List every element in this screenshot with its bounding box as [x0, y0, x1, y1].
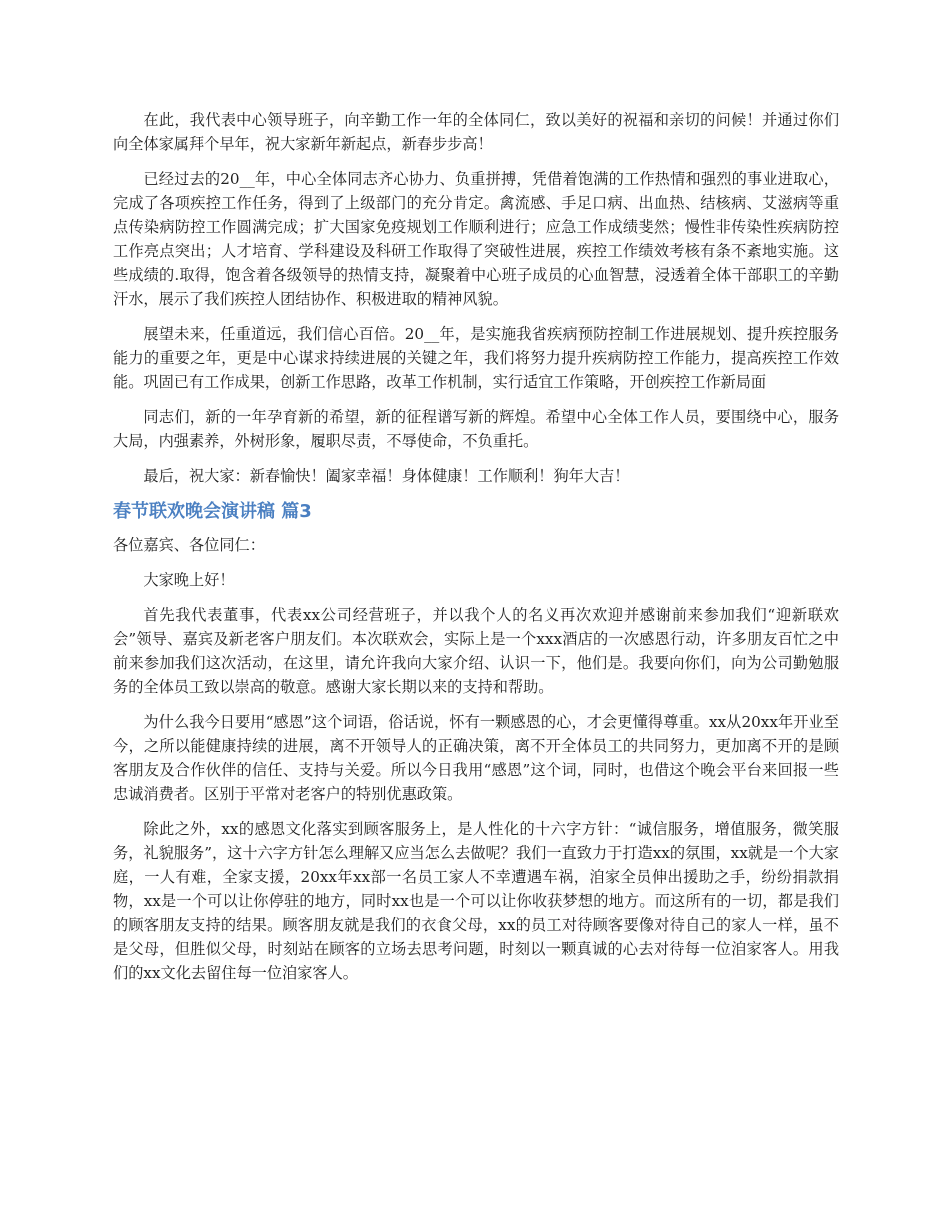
paragraph-welcome: 首先我代表董事，代表xx公司经营班子，并以我个人的名义再次欢迎并感谢前来参加我们“迎新联欢会”领导、嘉宾及新老客户朋友们。本次联欢会，实际上是一个xxx酒店的一次感恩行动，许多朋友百忙之中前来参加我们这次活动，在这里，请允许我向大家介绍、认识一下，他们是。我要向你们，向为公司勤勉服务的全体员工致以崇高的敬意。感谢大家长期以来的支持和帮助。 [113, 606, 839, 696]
paragraph-service-culture: 除此之外，xx的感恩文化落实到顾客服务上，是人性化的十六字方针：“诚信服务，增值服务，微笑服务，礼貌服务”，这十六字方针怎么理解又应当怎么去做呢？我们一直致力于打造xx的氛围，xx就是一个大家庭，一人有难，全家支援，20xx年xx部一名员工家人不幸遭遇车祸，洎家全员伸出援助之手，纷纷捐款捐物，xx是一个可以让你停驻的地方，同时xx也是一个可以让你收获梦想的地方。而这所有的一切，都是我们的顾客朋友支持的结果。顾客朋友就是我们的衣食父母，xx的员工对待顾客要像对待自己的家人一样，虽不是父母，但胜似父母，时刻站在顾客的立场去思考问题，时刻以一颗真诚的心去对待每一位洎家客人。用我们的xx文化去留住每一位洎家客人。 [113, 820, 839, 982]
paragraph-gratitude: 为什么我今日要用“感恩”这个词语，俗话说，怀有一颗感恩的心，才会更懂得尊重。xx从20xx年开业至今，之所以能健康持续的进展，离不开领导人的正确决策，离不开全体员工的共同努力，更加离不开的是顾客朋友及合作伙伴的信任、支持与关爱。所以今日我用“感恩”这个词，同时，也借这个晚会平台来回报一些忠诚消费者。区别于平常对老客户的特别优惠政策。 [113, 713, 839, 803]
salutation: 各位嘉宾、各位同仁： [113, 536, 265, 554]
paragraph-outlook: 展望未来，任重道远，我们信心百倍。20__年，是实施我省疾病预防控制工作进展规划、提升疾控服务能力的重要之年，更是中心谋求持续进展的关键之年，我们将努力提升疾病防控工作能力，提高疾控工作效能。巩固已有工作成果，创新工作思路，改革工作机制，实行适宜工作策略，开创疾控工作新局面 [113, 325, 839, 391]
section-heading: 春节联欢晚会演讲稿 篇3 [113, 501, 312, 522]
paragraph-greeting: 在此，我代表中心领导班子，向辛勤工作一年的全体同仁，致以美好的祝福和亲切的问候！并通过你们向全体家属拜个早年，祝大家新年新起点，新春步步高！ [113, 111, 839, 153]
paragraph-closing-wishes: 最后，祝大家：新春愉快！阖家幸福！身体健康！工作顺利！狗年大吉！ [143, 467, 630, 485]
paragraph-hope: 同志们，新的一年孕育新的希望，新的征程谱写新的辉煌。希望中心全体工作人员，要围绕中心，服务大局，内强素养，外树形象，履职尽责，不辱使命，不负重托。 [113, 408, 839, 450]
paragraph-evening-greeting: 大家晚上好！ [143, 571, 235, 589]
paragraph-achievements: 已经过去的20__年，中心全体同志齐心协力、负重拼搏，凭借着饱满的工作热情和强烈的事业进取心，完成了各项疾控工作任务，得到了上级部门的充分肯定。禽流感、手足口病、出血热、结核病、艾滋病等重点传染病防控工作圆满完成；扩大国家免疫规划工作顺利进行；应急工作成绩斐然；慢性非传染性疾病防控工作亮点突出；人才培育、学科建设及科研工作取得了突破性进展，疾控工作绩效考核有条不紊地实施。这些成绩的.取得，饱含着各级领导的热情支持，凝聚着中心班子成员的心血智慧，浸透着全体干部职工的辛勤汗水，展示了我们疾控人团结协作、积极进取的精神风貌。 [113, 170, 839, 308]
document-page [113, 108, 839, 996]
